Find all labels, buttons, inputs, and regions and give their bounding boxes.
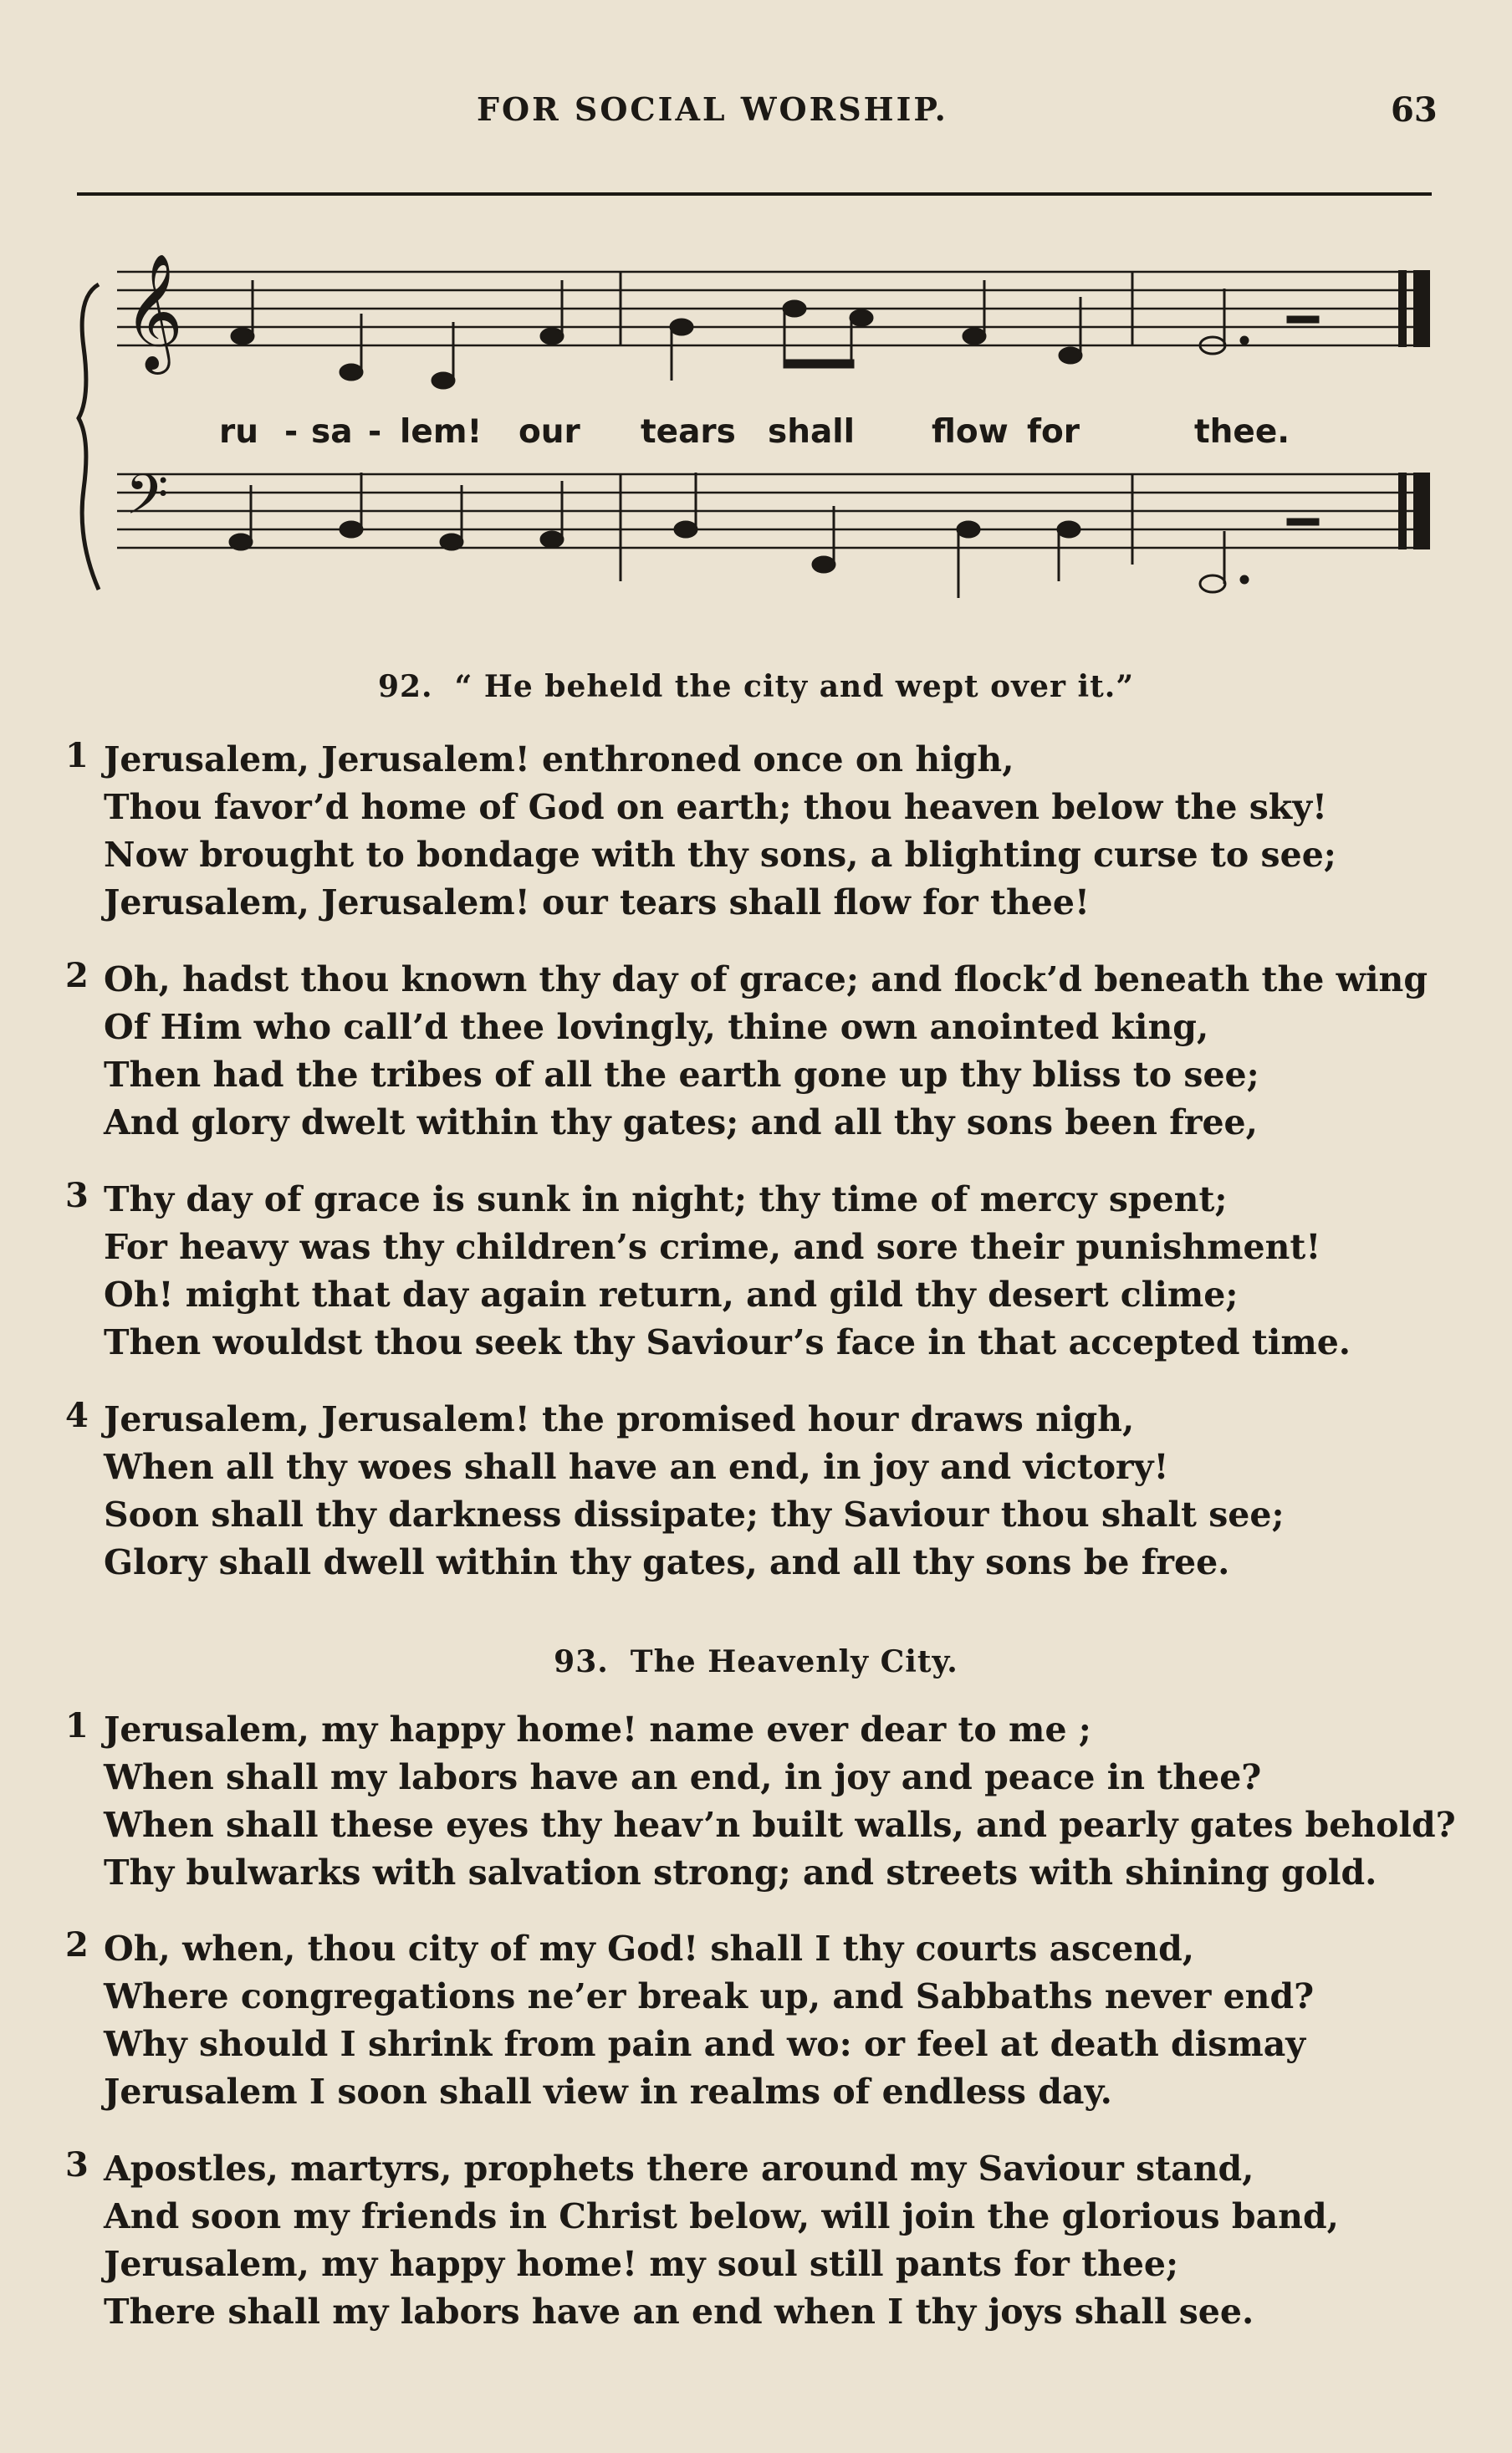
hymn-number: 93. — [554, 1644, 609, 1679]
lyric-syllable: - — [284, 413, 299, 451]
verse — [65, 736, 1470, 927]
verse-number: 3 — [65, 1176, 89, 1215]
verse-line: Jerusalem, Jerusalem! our tears shall flow for thee! — [104, 882, 1090, 922]
hymn-number: 92. — [377, 669, 433, 704]
verse-line: Thou favor’d home of God on earth; thou heaven below the sky! — [104, 787, 1328, 827]
final-barline-bass — [1398, 473, 1407, 549]
verse-line: Where congregations ne’er break up, and Sabbaths never end? — [104, 1976, 1315, 2016]
verse-number: 2 — [65, 956, 89, 995]
lyric-syllable: ru — [219, 413, 258, 451]
lyric-syllable: lem! — [400, 413, 483, 451]
lyric-syllable: flow — [932, 413, 1009, 451]
verse-line: Then had the tribes of all the earth gone up thy bliss to see; — [104, 1055, 1259, 1095]
final-barline-treble — [1398, 270, 1407, 347]
verse — [65, 1706, 1470, 1897]
header-rule — [77, 192, 1432, 196]
verse-number: 2 — [65, 1925, 89, 1965]
verse-line: Jerusalem I soon shall view in realms of endless day. — [104, 2072, 1112, 2112]
bass-notes — [230, 473, 1318, 598]
verse-line: Now brought to bondage with thy sons, a blighting curse to see; — [104, 835, 1336, 875]
verse-line: Oh, when, thou city of my God! shall I thy courts ascend, — [104, 1929, 1195, 1969]
verse-line: Thy day of grace is sunk in night; thy time of mercy spent; — [104, 1179, 1228, 1219]
verse — [65, 2145, 1470, 2336]
treble-notes — [232, 280, 1318, 388]
verse-line: Jerusalem, my happy home! name ever dear to me ; — [104, 1709, 1091, 1750]
running-head — [0, 90, 1512, 134]
lyric-syllable: sa — [311, 413, 353, 451]
verse-line: When all thy woes shall have an end, in joy and victory! — [104, 1447, 1169, 1487]
verse-number: 4 — [65, 1396, 89, 1435]
verse-line: When shall these eyes thy heav’n built walls, and pearly gates behold? — [104, 1805, 1456, 1845]
hymn-title — [0, 1644, 1512, 1679]
verse-line: And soon my friends in Christ below, will join the glorious band, — [104, 2196, 1339, 2236]
hymn-heading: The Heavenly City. — [630, 1644, 958, 1679]
verse-number: 1 — [65, 736, 89, 775]
verse-line: Jerusalem, my happy home! my soul still pants for thee; — [104, 2244, 1179, 2284]
verse — [65, 1176, 1470, 1367]
verse-number: 1 — [65, 1706, 89, 1745]
verse-line: There shall my labors have an end when I thy joys shall see. — [104, 2292, 1254, 2332]
verse — [65, 956, 1470, 1147]
verse — [65, 1396, 1470, 1587]
verse-line: Soon shall thy darkness dissipate; thy Saviour thou shalt see; — [104, 1495, 1285, 1535]
lyric-syllable: for — [1027, 413, 1080, 451]
lyric-syllable: shall — [768, 413, 856, 451]
verse-line: Oh! might that day again return, and gild thy desert clime; — [104, 1275, 1239, 1315]
treble-clef: 𝄞 — [124, 253, 183, 370]
verse-line: Glory shall dwell within thy gates, and all thy sons be free. — [104, 1542, 1230, 1582]
hymn-title — [0, 669, 1512, 704]
bass-clef: 𝄢 — [125, 462, 169, 540]
verse-line: Oh, hadst thou known thy day of grace; and flock’d beneath the wing — [104, 959, 1428, 999]
lyric-syllable: thee. — [1194, 413, 1290, 451]
lyric-syllable: our — [518, 413, 580, 451]
hymn-heading: “ He beheld the city and wept over it.” — [454, 669, 1135, 704]
treble-staff — [117, 272, 1430, 345]
verse-line: Jerusalem, Jerusalem! the promised hour draws nigh, — [104, 1399, 1135, 1439]
verse-line: Then wouldst thou seek thy Saviour’s face in that accepted time. — [104, 1322, 1351, 1362]
brace — [79, 284, 99, 590]
verse-line: Why should I shrink from pain and wo: or feel at death dismay — [104, 2024, 1306, 2064]
verse-number: 3 — [65, 2145, 89, 2185]
verse-line: Jerusalem, Jerusalem! enthroned once on high, — [104, 739, 1014, 779]
verse-line: Apostles, martyrs, prophets there around my Saviour stand, — [104, 2149, 1254, 2189]
verse-line: When shall my labors have an end, in joy and peace in thee? — [104, 1757, 1262, 1797]
verse-line: And glory dwelt within thy gates; and all thy sons been free, — [104, 1102, 1258, 1142]
lyrics-line — [219, 413, 1290, 451]
verse-line: For heavy was thy children’s crime, and sore their punishment! — [104, 1227, 1321, 1267]
lyric-syllable: - — [368, 413, 382, 451]
lyric-syllable: tears — [641, 413, 736, 451]
verse-line: Thy bulwarks with salvation strong; and streets with shining gold. — [104, 1853, 1377, 1893]
running-title: FOR SOCIAL WORSHIP. — [477, 90, 948, 128]
page-number: 63 — [1391, 90, 1438, 130]
final-barline-bass-thick — [1413, 473, 1430, 549]
bass-staff — [117, 474, 1430, 548]
verse-line: Of Him who call’d thee lovingly, thine own anointed king, — [104, 1007, 1209, 1047]
final-barline-treble-thick — [1413, 270, 1430, 347]
verse — [65, 1925, 1470, 2116]
music-score — [0, 247, 1512, 615]
